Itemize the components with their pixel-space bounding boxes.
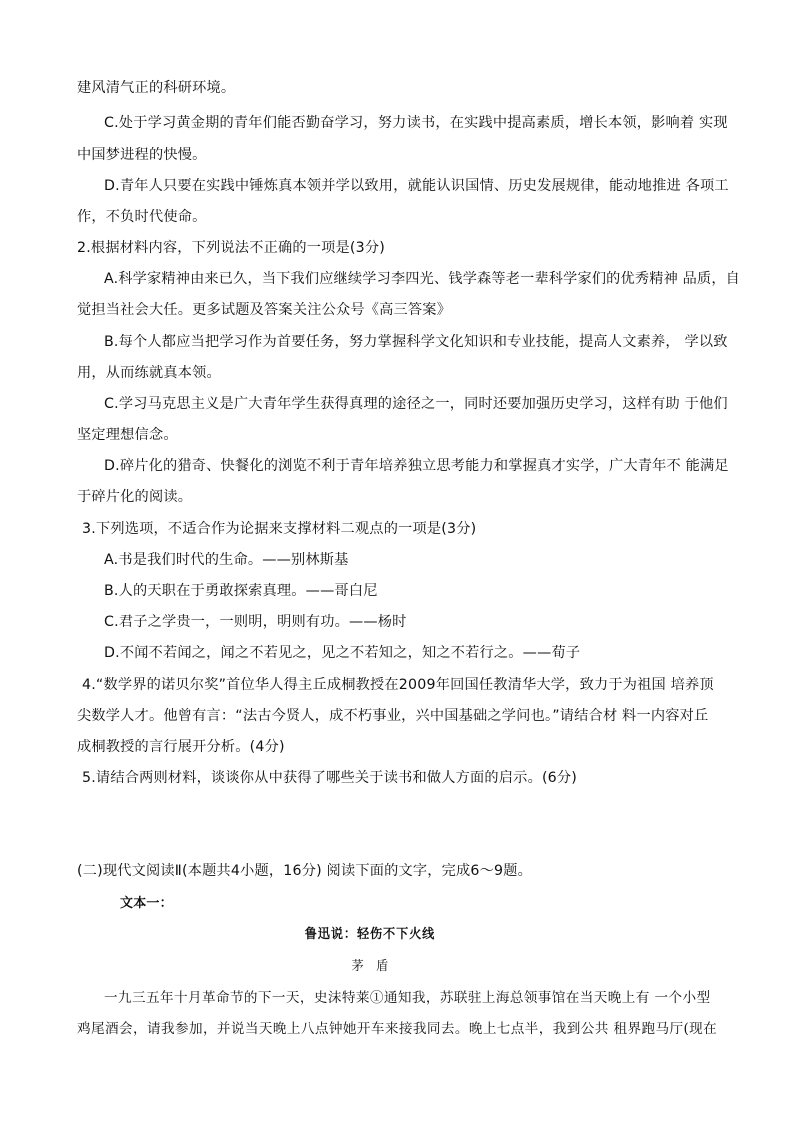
section-2-heading: (二)现代文阅读Ⅱ(本题共4小题，16分) 阅读下面的文字，完成6～9题。 [77,863,533,879]
question-4-line-3: 成桐教授的言行展开分析。(4分) [77,739,285,755]
q3-option-a: A.书是我们时代的生命。——别林斯基 [104,552,349,568]
option-c-line-1: C.处于学习黄金期的青年们能否勤奋学习，努力读书，在实践中提高素质，增长本领，影响着 实现 [104,115,728,131]
q2-option-d-line-1: D.碎片化的猎奇、快餐化的浏览不利于青年培养独立思考能力和掌握真才实学，广大青年不 能满足 [104,458,729,474]
q2-option-a-line-1: A.科学家精神由来已久，当下我们应继续学习李四光、钱学森等老一辈科学家们的优秀精神 品质，自 [104,271,741,287]
q2-option-b-line-2: 用，从而练就真本领。 [77,365,221,381]
q2-option-c-line-2: 坚定理想信念。 [77,427,178,443]
option-d-line-2: 作，不负时代使命。 [77,209,207,225]
question-4-line-2: 尖数学人才。他曾有言：“法古今贤人，成不朽事业，兴中国基础之学问也。”请结合材 料一内容对丘 [77,708,709,724]
option-c-line-2: 中国梦进程的快慢。 [77,147,207,163]
q3-option-d: D.不闻不若闻之，闻之不若见之，见之不若知之，知之不若行之。——荀子 [104,645,581,661]
question-5-stem: 5.请结合两则材料，谈谈你从中获得了哪些关于读书和做人方面的启示。(6分) [82,770,578,786]
article-line-2: 鸡尾酒会，请我参加，并说当天晚上八点钟她开车来接我同去。晚上七点半，我到公共 租界跑马厅(现在 [77,1021,718,1037]
q2-option-b-line-1: B.每个人都应当把学习作为首要任务，努力掌握科学文化知识和专业技能，提高人文素养， 学以致 [104,334,728,350]
q2-option-d-line-2: 于碎片化的阅读。 [77,489,193,505]
question-3-stem: 3.下列选项，不适合作为论据来支撑材料二观点的一项是(3分) [82,521,477,537]
q2-option-c-line-1: C.学习马克思主义是广大青年学生获得真理的途径之一，同时还要加强历史学习，这样有助 于他们 [104,396,728,412]
question-2-stem: 2.根据材料内容，下列说法不正确的一项是(3分) [77,240,385,256]
article-author: 茅 盾 [351,959,389,974]
paragraph-continuation: 建风清气正的科研环境。 [77,80,236,96]
article-title: 鲁迅说：轻伤不下火线 [304,927,436,942]
article-line-1: 一九三五年十月革命节的下一天，史沫特莱①通知我，苏联驻上海总领事馆在当天晚上有 一个小型 [104,990,711,1006]
q3-option-b: B.人的天职在于勇敢探索真理。——哥白尼 [104,583,378,599]
text-one-label: 文本一： [120,896,173,911]
option-d-line-1: D.青年人只要在实践中锤炼真本领并学以致用，就能认识国情、历史发展规律，能动地推进 各项工 [104,178,729,194]
q2-option-a-line-2: 觉担当社会大任。更多试题及答案关注公众号《高三答案》 [77,302,452,318]
q3-option-c: C.君子之学贵一，一则明，明则有功。——杨时 [104,614,407,630]
question-4-line-1: 4.“数学界的诺贝尔奖”首位华人得主丘成桐教授在2009年回国任教清华大学，致力于为祖国 培养顶 [82,677,714,693]
